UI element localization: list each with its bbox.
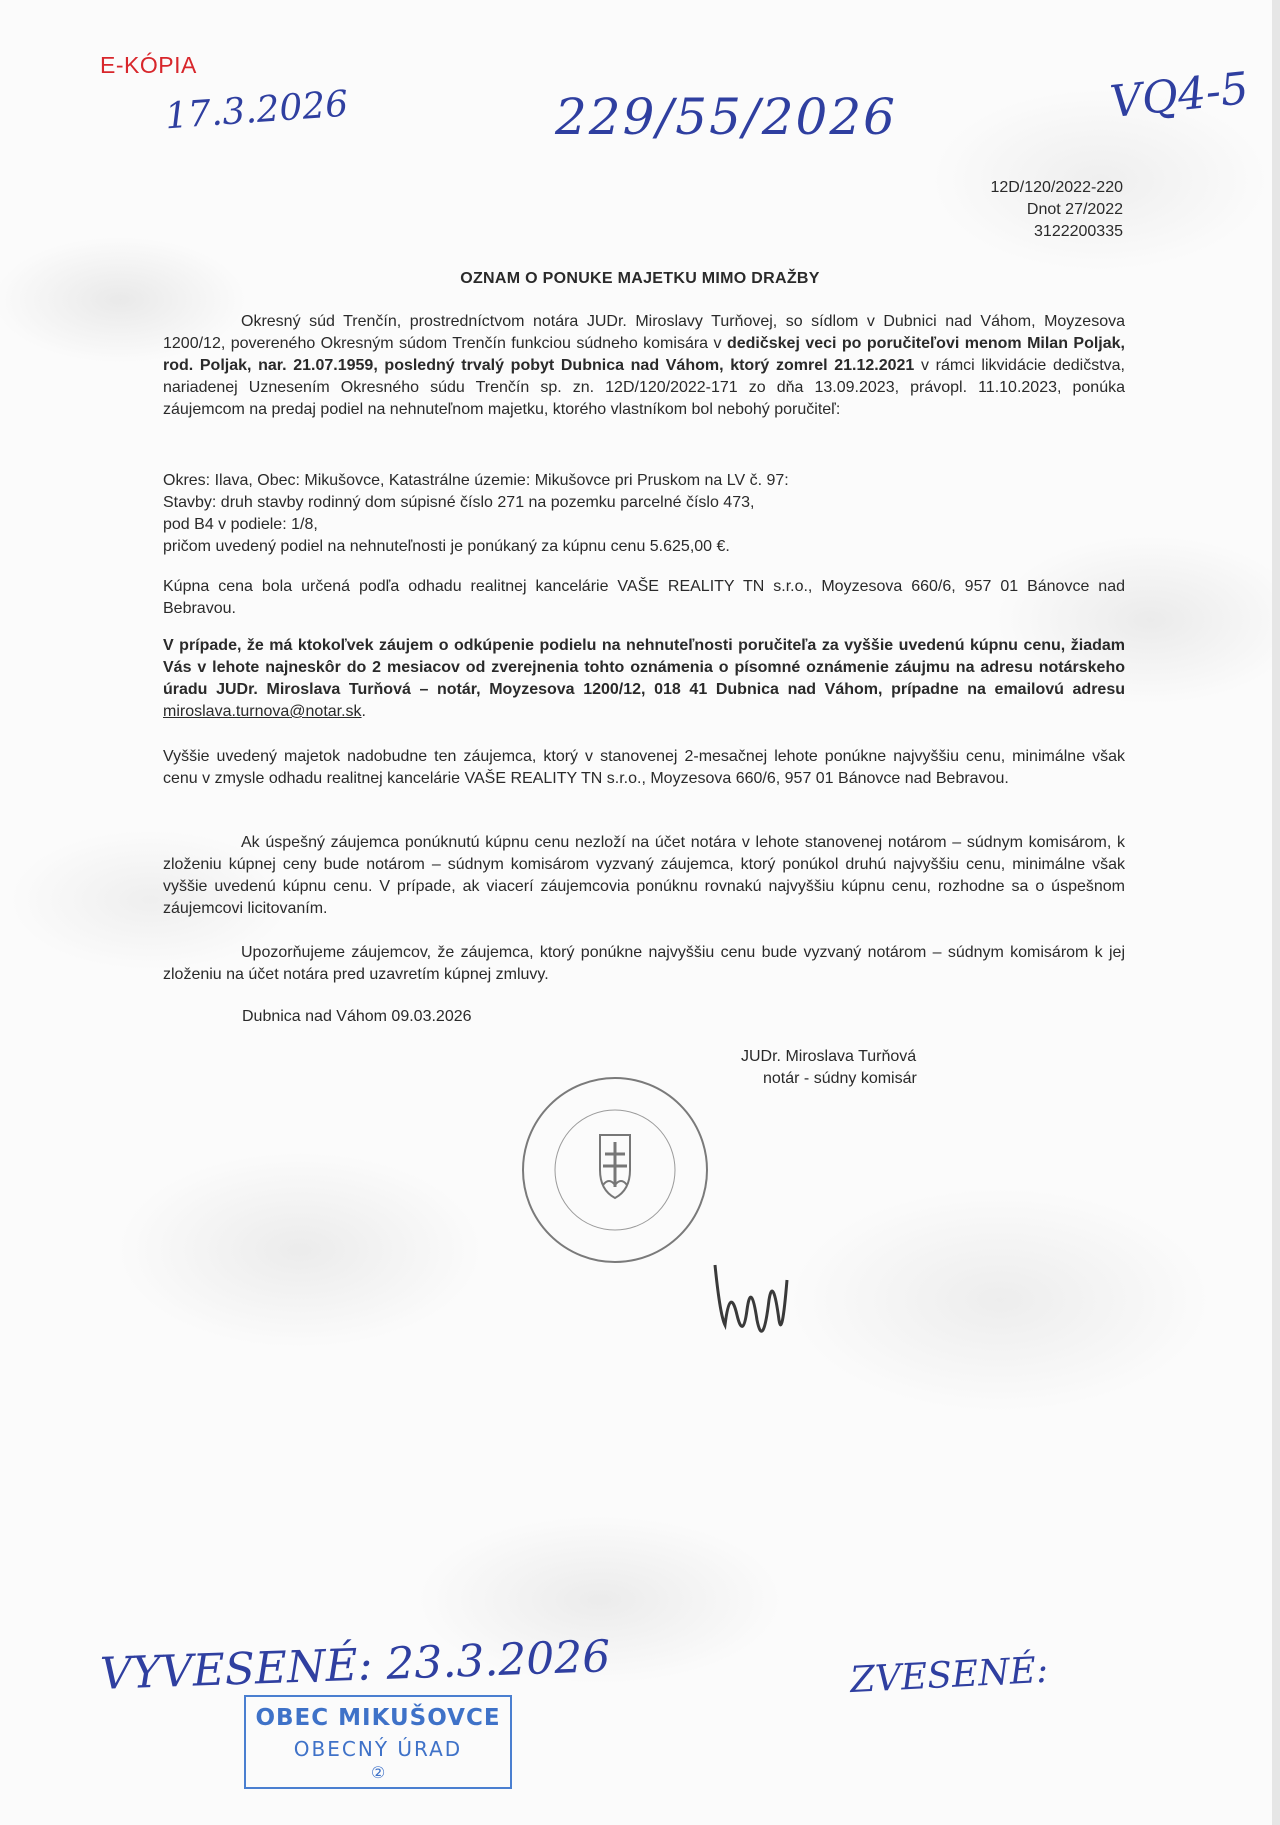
property-line-4: pričom uvedený podiel na nehnuteľnosti je ponúkaný za kúpnu cenu 5.625,00 €. [163,538,730,555]
signatory-role: notár - súdny komisár [763,1070,917,1087]
property-line-3: pod B4 v podiele: 1/8, [163,516,318,533]
case-ref-2: Dnot 27/2022 [1026,201,1123,218]
property-description [163,470,1125,558]
signatory-name: JUDr. Miroslava Turňová [741,1048,917,1065]
handwritten-posted-date: VYVESENÉ: 23.3.2026 [99,1631,612,1700]
intro-paragraph: Okresný súd Trenčín, prostredníctvom notára JUDr. Miroslavy Turňovej, so sídlom v Dubnici nad Váhom, Moyzesova 1200/12, povereného Okresným súdom Trenčín funkciou súdneho komisára v dedičskej veci po poručiteľovi menom Milan Poljak, rod. Poljak, nar. 21.07.1959, posledný trvalý pobyt Dubnica nad Váhom, ktorý zomrel 21.12.2021 v rámci likvidácie dedičstva, nariadenej Uznesením Okresného súdu Trenčín sp. zn. 12D/120/2022-171 zo dňa 13.09.2023, právopl. 11.10.2023, ponúka záujemcom na predaj podiel na nehnuteľnom majetku, ktorého vlastníkom bol nebohý poručiteľ: [163,313,1125,418]
case-ref-1: 12D/120/2022-220 [990,179,1123,196]
stamp-line-1: OBEC MIKUŠOVCE [255,1705,501,1731]
handwritten-date: 17.3.2026 [163,83,350,138]
case-ref-3: 3122200335 [1034,223,1123,240]
email-link[interactable]: miroslava.turnova@notar.sk [163,703,362,720]
notary-seal-icon [515,1070,715,1270]
property-line-1: Okres: Ilava, Obec: Mikušovce, Katastrálne územie: Mikušovce pri Pruskom na LV č. 97: [163,472,789,489]
handwritten-signature [705,1245,805,1345]
payment-paragraph: Ak úspešný záujemca ponúknutú kúpnu cenu nezloží na účet notára v lehote stanovenej notárom – súdnym komisárom, k zloženiu kúpnej ceny bude notárom – súdnym komisárom vyzvaný záujemca, ktorý ponúkol druhú najvyššiu cenu, minimálne však vyššie uvedenú kúpnu cenu. V prípade, ak viacerí záujemcovia ponúknu rovnakú najvyššiu kúpnu cenu, rozhodne sa o úspešnom záujemcovi licitovaním. [163,834,1125,917]
document-title: OZNAM O PONUKE MAJETKU MIMO DRAŽBY [460,270,820,287]
signatory-block [741,1046,917,1090]
warning-paragraph: Upozorňujeme záujemcov, že záujemca, ktorý ponúkne najvyššiu cenu bude vyzvaný notárom – súdnym komisárom k jej zloženiu na účet notára pred uzavretím kúpnej zmluvy. [163,944,1125,983]
property-line-2: Stavby: druh stavby rodinný dom súpisné číslo 271 na pozemku parcelné číslo 473, [163,494,755,511]
case-references [990,177,1123,243]
handwritten-removed-label: ZVESENÉ: [849,1649,1050,1702]
handwritten-reference: VQ4-5 [1107,62,1251,129]
acquisition-paragraph: Vyššie uvedený majetok nadobudne ten záujemca, ktorý v stanovenej 2-mesačnej lehote ponúkne najvyššiu cenu, minimálne však cenu v zmysle odhadu realitnej kancelárie VAŠE REALITY TN s.r.o., Moyzesova 660/6, 957 01 Bánovce nad Bebravou. [163,748,1125,787]
handwritten-registry-number: 229/55/2026 [555,88,897,146]
place-and-date: Dubnica nad Váhom 09.03.2026 [242,1008,472,1025]
stamp-line-2: OBECNÝ ÚRAD [293,1737,463,1761]
municipality-stamp [244,1695,512,1789]
interest-notice-paragraph: V prípade, že má ktokoľvek záujem o odkúpenie podielu na nehnuteľnosti poručiteľa za vyššie uvedenú kúpnu cenu, žiadam Vás v lehote najneskôr do 2 mesiacov od zverejnenia tohto oznámenia o písomné oznámenie záujmu na adresu notárskeho úradu JUDr. Miroslava Turňová – notár, Moyzesova 1200/12, 018 41 Dubnica nad Váhom, prípadne na emailovú adresu miroslava.turnova@notar.sk. [163,637,1125,720]
e-kopia-label: E-KÓPIA [100,52,197,78]
stamp-line-3: ② [370,1763,386,1782]
price-basis-paragraph: Kúpna cena bola určená podľa odhadu realitnej kancelárie VAŠE REALITY TN s.r.o., Moyzesova 660/6, 957 01 Bánovce nad Bebravou. [163,578,1125,617]
